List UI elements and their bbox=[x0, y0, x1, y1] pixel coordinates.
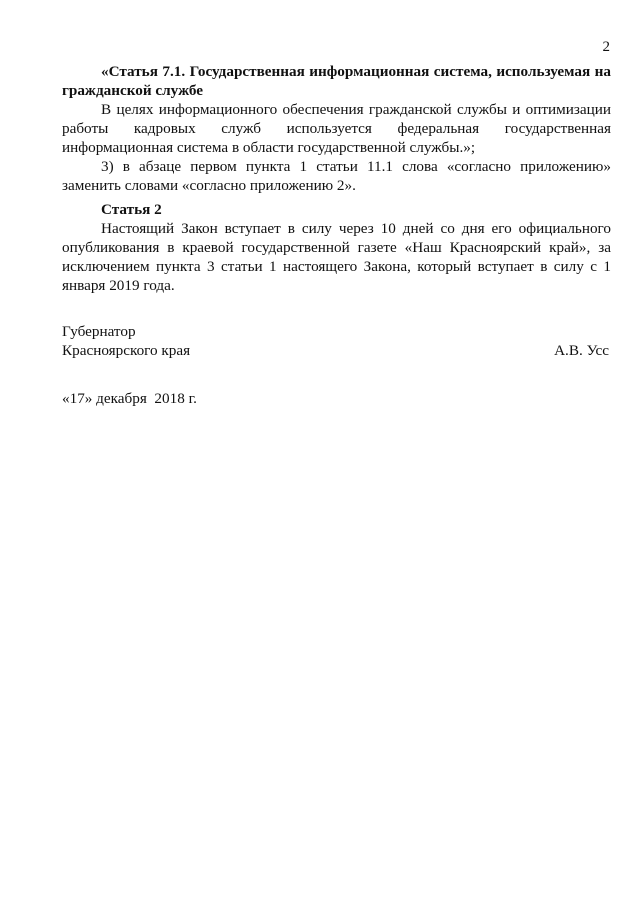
page-number: 2 bbox=[602, 39, 610, 55]
article-7-1-text: В целях информационного обеспечения гражданской службы и оптимизации работы кадровых служб используется федеральная государственная информационная система в области государственной службы.»; bbox=[62, 101, 611, 156]
article-2-title: Статья 2 bbox=[101, 201, 162, 218]
signature-name: А.В. Усс bbox=[554, 342, 609, 359]
signature-position-line2: Красноярского края bbox=[62, 342, 191, 359]
item-3-text: 3) в абзаце первом пункта 1 статьи 11.1 слова «согласно приложению» заменить словами «согласно приложению 2». bbox=[62, 158, 611, 194]
signature-position-line1: Губернатор bbox=[62, 323, 136, 340]
article-2-text: Настоящий Закон вступает в силу через 10 дней со дня его официального опубликования в краевой государственной газете «Наш Красноярский край», за исключением пункта 3 статьи 1 настоящего Закона, который вступает в силу с 1 января 2019 года. bbox=[62, 220, 611, 294]
signature-block bbox=[62, 322, 609, 360]
document-date: «17» декабря 2018 г. bbox=[62, 390, 197, 407]
article-7-1 bbox=[62, 62, 611, 195]
article-7-1-title: «Статья 7.1. Государственная информационная система, используемая на гражданской службе bbox=[62, 63, 611, 99]
article-2 bbox=[62, 200, 611, 295]
